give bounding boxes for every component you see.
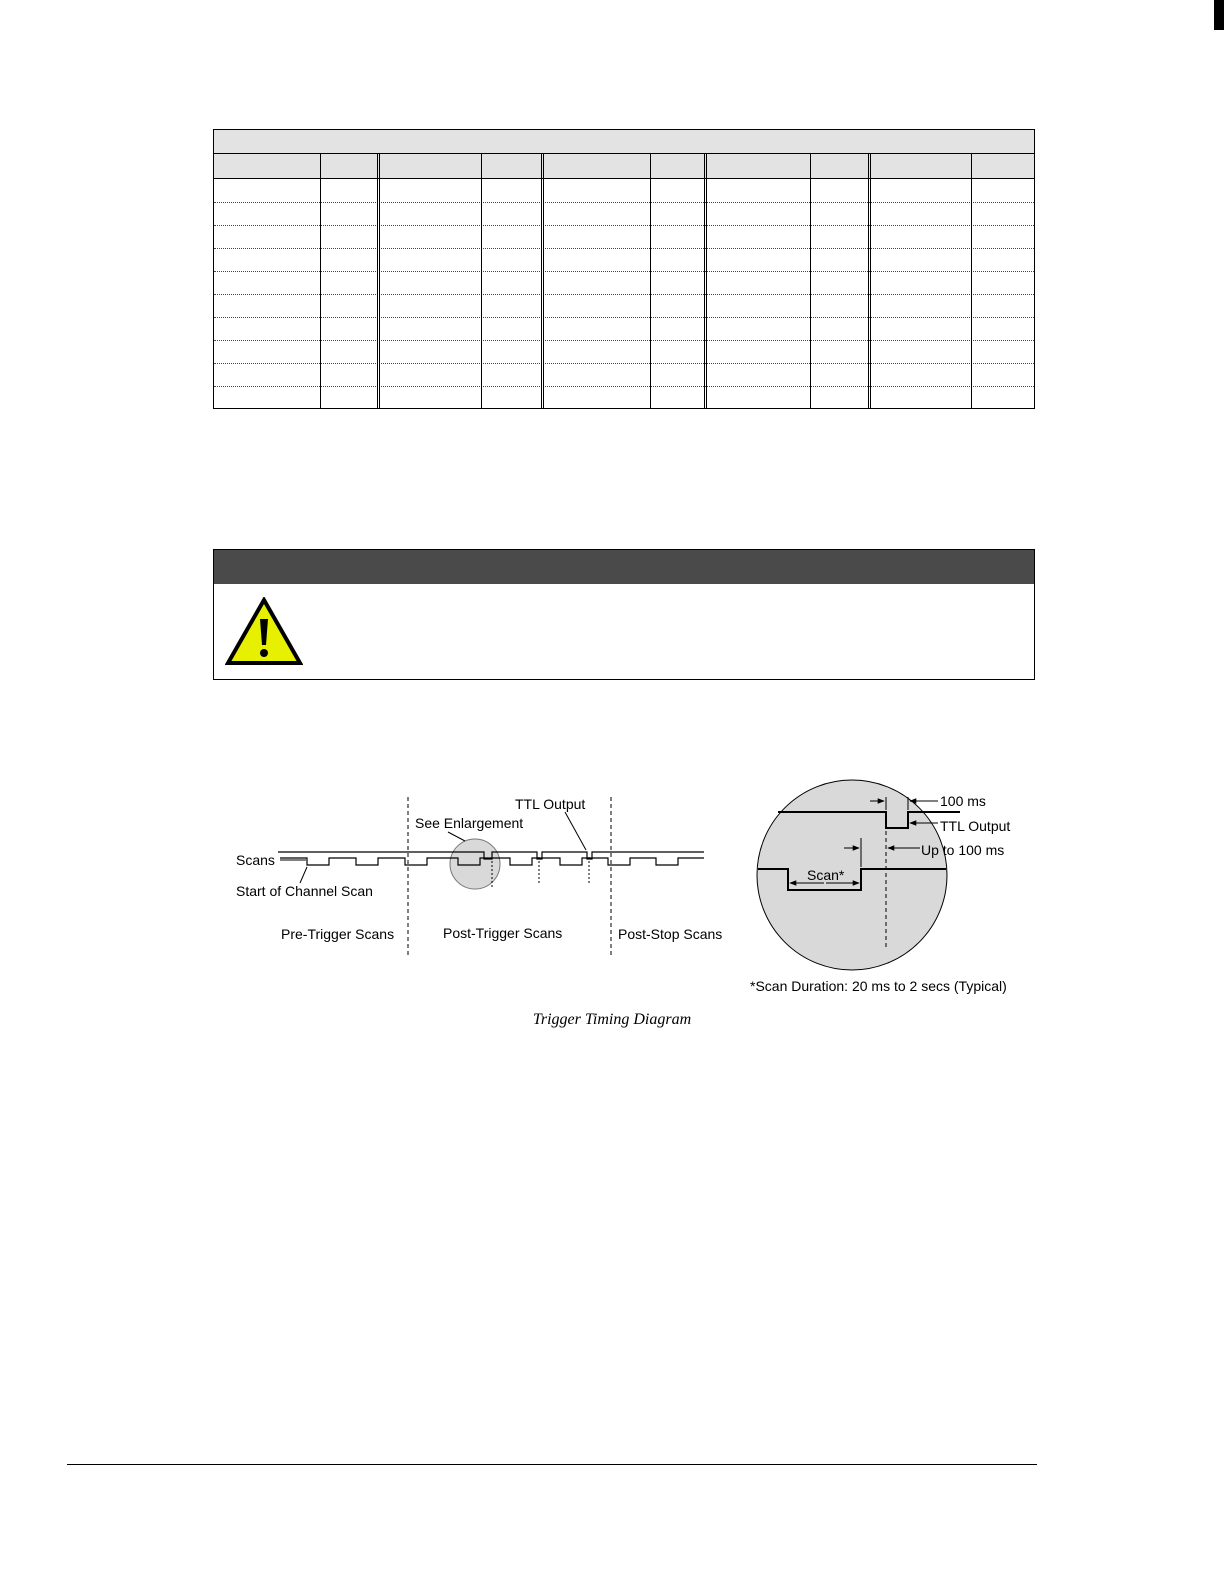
table-row [214,248,1034,272]
table-column-divider [650,154,651,408]
table-header-row [214,154,1034,179]
trigger-timing-diagram [230,775,1030,1040]
channel-grid-table [213,129,1035,409]
table-row [214,202,1034,226]
enlargement-circle [757,780,947,970]
pulse-width-label: 100 ms [940,793,986,809]
table-column-divider [810,154,811,408]
start-of-scan-leader [300,867,307,883]
see-enlargement-label: See Enlargement [415,815,524,831]
caution-box [213,549,1035,680]
pre-trigger-scans-label: Pre-Trigger Scans [281,926,395,942]
table-column-divider [704,154,707,408]
caution-header-bar [214,550,1034,584]
table-row [214,340,1034,364]
enlarged-ttl-output-label: TTL Output [940,818,1011,834]
table-column-divider [377,154,380,408]
ttl-output-leader [565,812,586,850]
scan-label: Scan* [807,867,845,883]
table-row [214,179,1034,203]
footer-rule [67,1464,1037,1465]
delay-label: Up to 100 ms [921,842,1005,858]
table-row [214,225,1034,249]
scans-label: Scans [236,852,275,868]
page-corner-tab [1214,0,1224,30]
scan-duration-footnote: *Scan Duration: 20 ms to 2 secs (Typical) [750,978,1007,994]
start-of-channel-scan-label: Start of Channel Scan [236,883,373,899]
post-stop-scans-label: Post-Stop Scans [618,926,723,942]
warning-triangle-icon [225,597,303,667]
table-row [214,317,1034,341]
table-title-row [214,130,1034,154]
table-column-divider [481,154,482,408]
table-column-divider [541,154,544,408]
table-column-divider [320,154,321,408]
table-row [214,363,1034,387]
figure-caption: Trigger Timing Diagram [532,1011,692,1028]
post-trigger-scans-label: Post-Trigger Scans [443,925,563,941]
table-column-divider [971,154,972,408]
table-row [214,271,1034,295]
table-column-divider [868,154,871,408]
see-enlargement-leader [448,832,465,841]
table-row [214,294,1034,318]
ttl-output-label: TTL Output [515,796,586,812]
